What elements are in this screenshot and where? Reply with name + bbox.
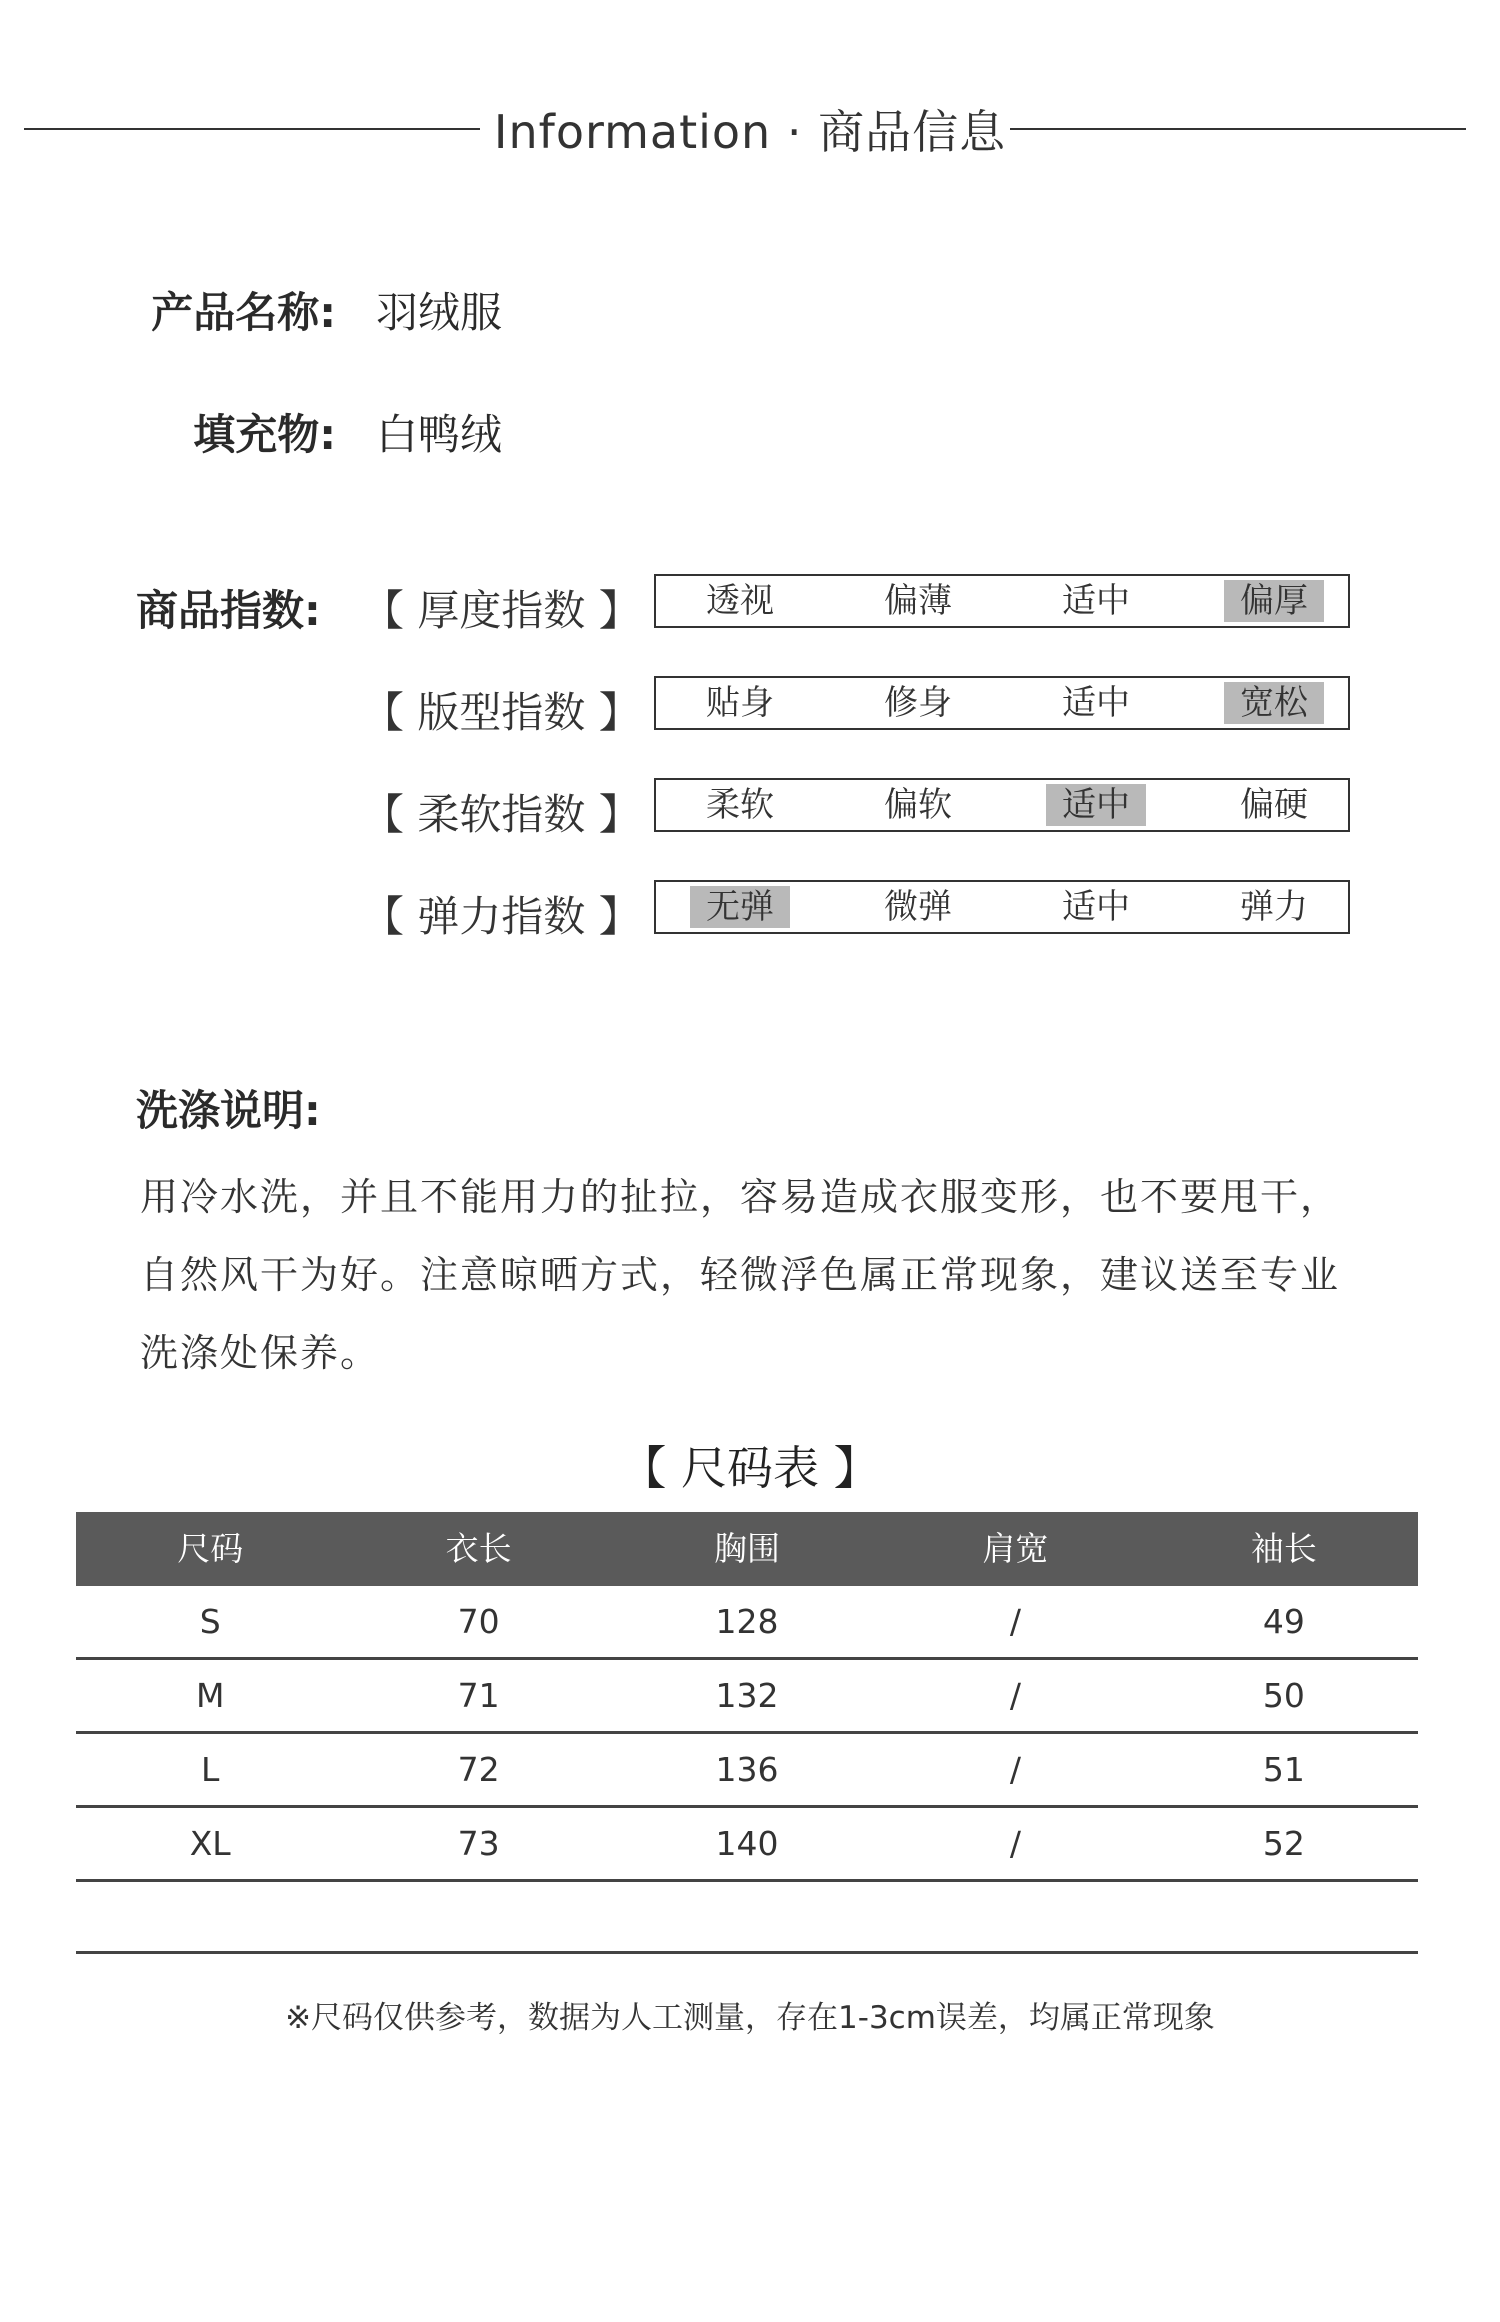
- table-cell: 128: [715, 1602, 779, 1641]
- index-scale: [654, 574, 1350, 628]
- header-cell: 胸围: [714, 1529, 781, 1568]
- index-option: 修身: [884, 683, 952, 723]
- table-cell: 70: [457, 1602, 500, 1641]
- index-option: 偏软: [884, 785, 952, 825]
- product-name-value: 羽绒服: [376, 288, 503, 337]
- index-option: 适中: [1062, 887, 1130, 927]
- size-table-title: 【 尺码表 】: [620, 1441, 880, 1495]
- table-cell: XL: [189, 1824, 231, 1863]
- washing-text: 用冷水洗，并且不能用力的扯拉，容易造成衣服变形，也不要甩干，自然风干为好。注意晾晒方式，轻微浮色属正常现象，建议送至专业洗涤处保养。: [140, 1175, 1341, 1375]
- header-cell: 袖长: [1250, 1529, 1317, 1568]
- index-name: 【 版型指数 】: [362, 688, 641, 737]
- table-cell: 51: [1262, 1750, 1305, 1789]
- table-cell: L: [201, 1750, 220, 1789]
- index-scale: [654, 778, 1350, 832]
- table-cell: /: [1009, 1676, 1021, 1715]
- header-rule-right: [1010, 128, 1466, 130]
- table-cell: 136: [715, 1750, 779, 1789]
- table-row: [76, 1660, 1418, 1734]
- table-row: [76, 1734, 1418, 1808]
- index-option: 柔软: [706, 785, 774, 825]
- table-cell: M: [195, 1676, 225, 1715]
- table-cell: 50: [1262, 1676, 1305, 1715]
- index-name: 【 厚度指数 】: [362, 586, 641, 635]
- table-cell: /: [1009, 1824, 1021, 1863]
- table-row: [76, 1808, 1418, 1882]
- index-option-selected: 无弹: [690, 886, 790, 928]
- header-cell: 肩宽: [982, 1529, 1049, 1568]
- table-cell: 132: [715, 1676, 779, 1715]
- table-cell: 73: [457, 1824, 500, 1863]
- size-table: [76, 1512, 1418, 1882]
- index-scale: [654, 676, 1350, 730]
- index-option: 适中: [1062, 581, 1130, 621]
- index-name: 【 弹力指数 】: [362, 892, 641, 941]
- table-cell: /: [1009, 1750, 1021, 1789]
- table-bottom-rule: [76, 1951, 1418, 1954]
- index-option: 弹力: [1240, 887, 1308, 927]
- filling-value: 白鸭绒: [376, 410, 503, 459]
- index-option-selected: 偏厚: [1224, 580, 1324, 622]
- index-option: 适中: [1062, 683, 1130, 723]
- table-cell: 49: [1262, 1602, 1305, 1641]
- index-section-label: 商品指数:: [136, 586, 321, 635]
- table-cell: 71: [457, 1676, 500, 1715]
- header-cell: 尺码: [177, 1529, 244, 1568]
- table-row: [76, 1586, 1418, 1660]
- index-option-selected: 适中: [1046, 784, 1146, 826]
- index-option: 微弹: [884, 887, 952, 927]
- index-option: 偏硬: [1240, 785, 1308, 825]
- page-title: Information · 商品信息: [493, 105, 1007, 159]
- index-scale: [654, 880, 1350, 934]
- table-header: [76, 1512, 1418, 1586]
- index-option-selected: 宽松: [1224, 682, 1324, 724]
- washing-title: 洗涤说明:: [136, 1086, 321, 1135]
- table-cell: 140: [715, 1824, 779, 1863]
- table-cell: 72: [457, 1750, 500, 1789]
- index-option: 透视: [706, 581, 774, 621]
- index-option: 偏薄: [884, 581, 952, 621]
- header-cell: 衣长: [445, 1529, 512, 1568]
- index-name: 【 柔软指数 】: [362, 790, 641, 839]
- table-cell: /: [1009, 1602, 1021, 1641]
- filling-label: 填充物:: [193, 410, 336, 459]
- table-cell: S: [199, 1602, 221, 1641]
- table-cell: 52: [1262, 1824, 1305, 1863]
- product-name-label: 产品名称:: [151, 288, 336, 337]
- size-note: ※尺码仅供参考，数据为人工测量，存在1-3cm误差，均属正常现象: [285, 2000, 1215, 2036]
- index-option: 贴身: [706, 683, 774, 723]
